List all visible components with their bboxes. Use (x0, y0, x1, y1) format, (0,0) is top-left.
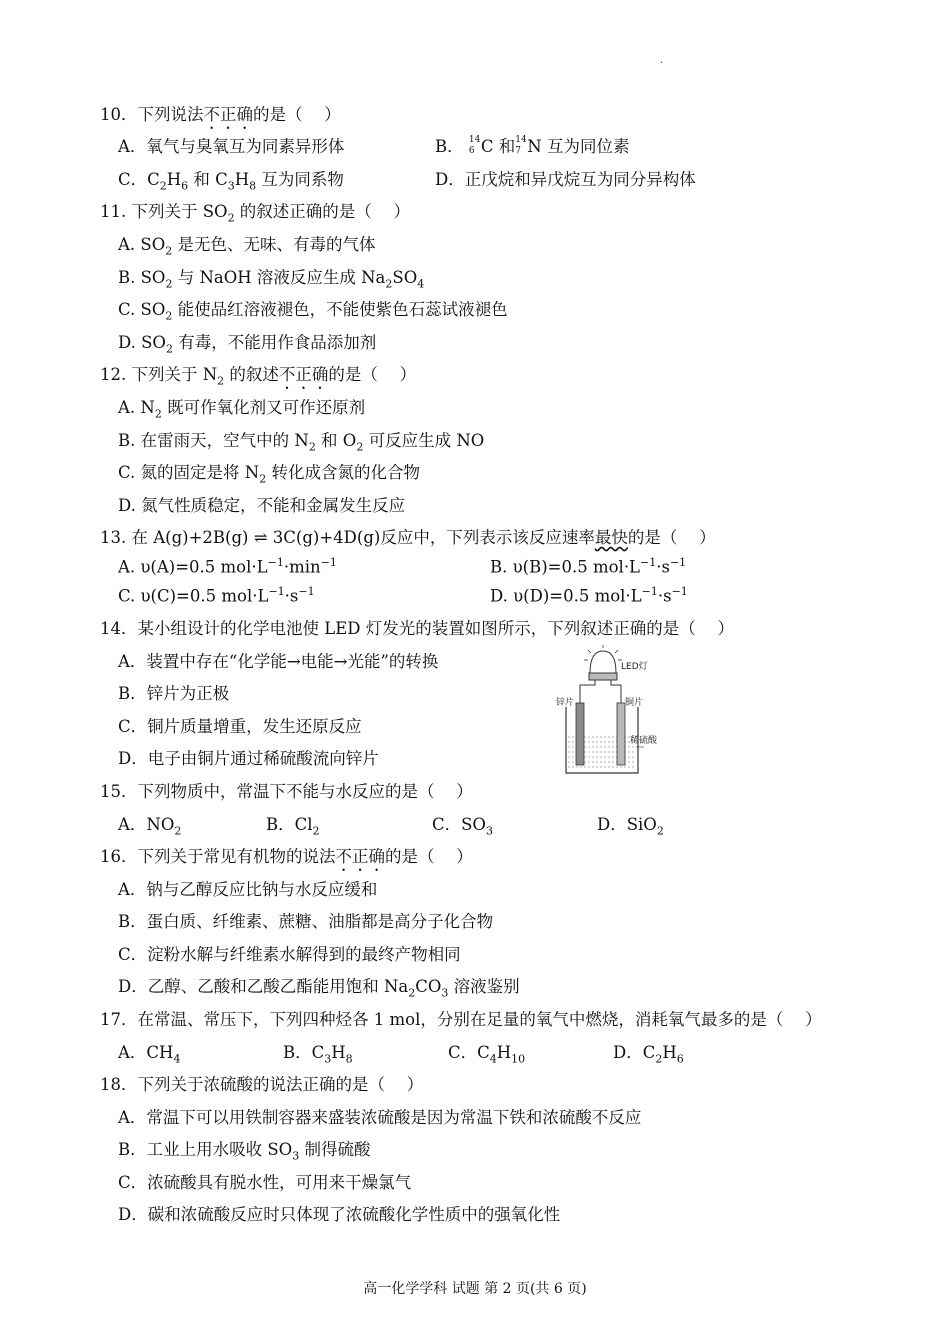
question-12-option-a: A. $N_2$ 既可作氧化剂又可作还原剂 (118, 398, 366, 421)
question-17-option-d: D．$C_2H_6$ (613, 1043, 684, 1066)
question-13-option-c: C. υ(C)=0.5 $mol\cdot L^{-1}\cdot s^{-1}$ (118, 585, 315, 606)
question-15-option-d: D．SiO$_2$ (597, 815, 664, 838)
page-footer: 高一化学学科 试题 第 2 页(共 6 页) (363, 1281, 587, 1297)
question-13-option-a: A. υ(A)=0.5 $mol\cdot L^{-1}\cdot\min^{-1}$ (118, 556, 337, 577)
question-17-option-b: B．$C_3H_8$ (283, 1043, 353, 1066)
question-13-stem: 13. 在 A(g)+2B(g) ⇌ 3C(g)+4D(g)反应中，下列表示该反应速率最快的是（ ） (100, 528, 716, 547)
figure-label-copper: 铜片 (625, 698, 644, 708)
question-16-option-b: B．蛋白质、纤维素、蔗糖、油脂都是高分子化合物 (118, 912, 494, 931)
question-10-option-d: D．正戊烷和异戊烷互为同分异构体 (435, 170, 696, 189)
question-18-option-c: C．浓硫酸具有脱水性，可用来干燥氯气 (118, 1173, 412, 1192)
led-bulb-icon (584, 645, 622, 680)
question-10-stem: 10．下列说法不正确的是（ ） (100, 105, 341, 124)
question-11-option-a: A. $SO_2$ 是无色、无味、有毒的气体 (118, 235, 376, 258)
question-14-option-b: B．锌片为正极 (118, 684, 230, 703)
question-17-option-a: A．$CH_4$ (118, 1043, 181, 1066)
question-18-option-b: B．工业上用水吸收 $SO_3$ 制得硫酸 (118, 1140, 371, 1163)
question-15-option-a: A．$NO_2$ (118, 815, 182, 838)
question-16-option-d: D．乙醇、乙酸和乙酸乙酯能用饱和 $Na_2CO_3$ 溶液鉴别 (118, 977, 520, 1000)
question-14-option-c: C．铜片质量增重，发生还原反应 (118, 717, 362, 736)
figure-label-led: LED灯 (621, 662, 648, 672)
question-10-option-a: A．氧气与臭氧互为同素异形体 (118, 137, 345, 156)
figure-label-acid: 稀硫酸 (630, 736, 658, 746)
question-18-option-a: A．常温下可以用铁制容器来盛装浓硫酸是因为常温下铁和浓硫酸不反应 (118, 1108, 642, 1127)
question-14-option-d: D．电子由铜片通过稀硫酸流向锌片 (118, 749, 379, 768)
question-12-stem: 12. 下列关于 $N_2$ 的叙述不正确的是（ ） (100, 365, 417, 388)
copper-plate (617, 703, 625, 765)
question-11-option-d: D. $SO_2$ 有毒，不能用作食品添加剂 (118, 333, 377, 356)
figure-label-zinc: 锌片 (556, 698, 575, 708)
question-11-option-b: B. $SO_2$ 与 NaOH 溶液反应生成 $Na_2SO_4$ (118, 268, 425, 291)
question-17-stem: 17．在常温、常压下，下列四种烃各 1 mol，分别在足量的氧气中燃烧，消耗氧气最多的是（ ） (100, 1010, 822, 1029)
question-14-option-a: A．装置中存在“化学能→电能→光能”的转换 (118, 652, 439, 671)
question-13-option-b: B. υ(B)=0.5 $mol\cdot L^{-1}\cdot s^{-1}$ (490, 556, 687, 577)
question-13-option-d: D. υ(D)=0.5 $mol\cdot L^{-1}\cdot s^{-1}$ (490, 585, 688, 606)
question-17-option-c: C．$C_4H_{10}$ (448, 1043, 526, 1066)
question-12-option-d: D. 氮气性质稳定，不能和金属发生反应 (118, 496, 406, 515)
zinc-plate (576, 703, 584, 765)
question-15-option-b: B．$Cl_2$ (266, 815, 320, 838)
question-11-stem: 11. 下列关于 $SO_2$ 的叙述正确的是（ ） (100, 202, 411, 225)
corner-mark: . (660, 55, 664, 66)
battery-apparatus-figure (548, 645, 658, 780)
question-15-stem: 15．下列物质中，常温下不能与水反应的是（ ） (100, 782, 473, 801)
question-10-option-c: C．$C_2H_6$ 和 $C_3H_8$ 互为同系物 (118, 170, 344, 193)
question-18-option-d: D．碳和浓硫酸反应时只体现了浓硫酸化学性质中的强氧化性 (118, 1205, 561, 1224)
question-15-option-c: C．$SO_3$ (432, 815, 493, 838)
question-12-option-c: C. 氮的固定是将 $N_2$ 转化成含氮的化合物 (118, 463, 420, 486)
question-14-stem: 14．某小组设计的化学电池使 LED 灯发光的装置如图所示，下列叙述正确的是（ ） (100, 619, 734, 638)
question-16-stem: 16．下列关于常见有机物的说法不正确的是（ ） (100, 847, 473, 866)
question-16-option-a: A．钠与乙醇反应比钠与水反应缓和 (118, 880, 378, 899)
question-18-stem: 18．下列关于浓硫酸的说法正确的是（ ） (100, 1075, 424, 1094)
question-16-option-c: C．淀粉水解与纤维素水解得到的最终产物相同 (118, 945, 461, 964)
question-10-option-b: B． 14 6 C 和 14 7 N 互为同位素 (435, 134, 630, 156)
question-11-option-c: C. $SO_2$ 能使品红溶液褪色，不能使紫色石蕊试液褪色 (118, 300, 508, 323)
question-12-option-b: B. 在雷雨天，空气中的 $N_2$ 和 $O_2$ 可反应生成 NO (118, 431, 485, 454)
